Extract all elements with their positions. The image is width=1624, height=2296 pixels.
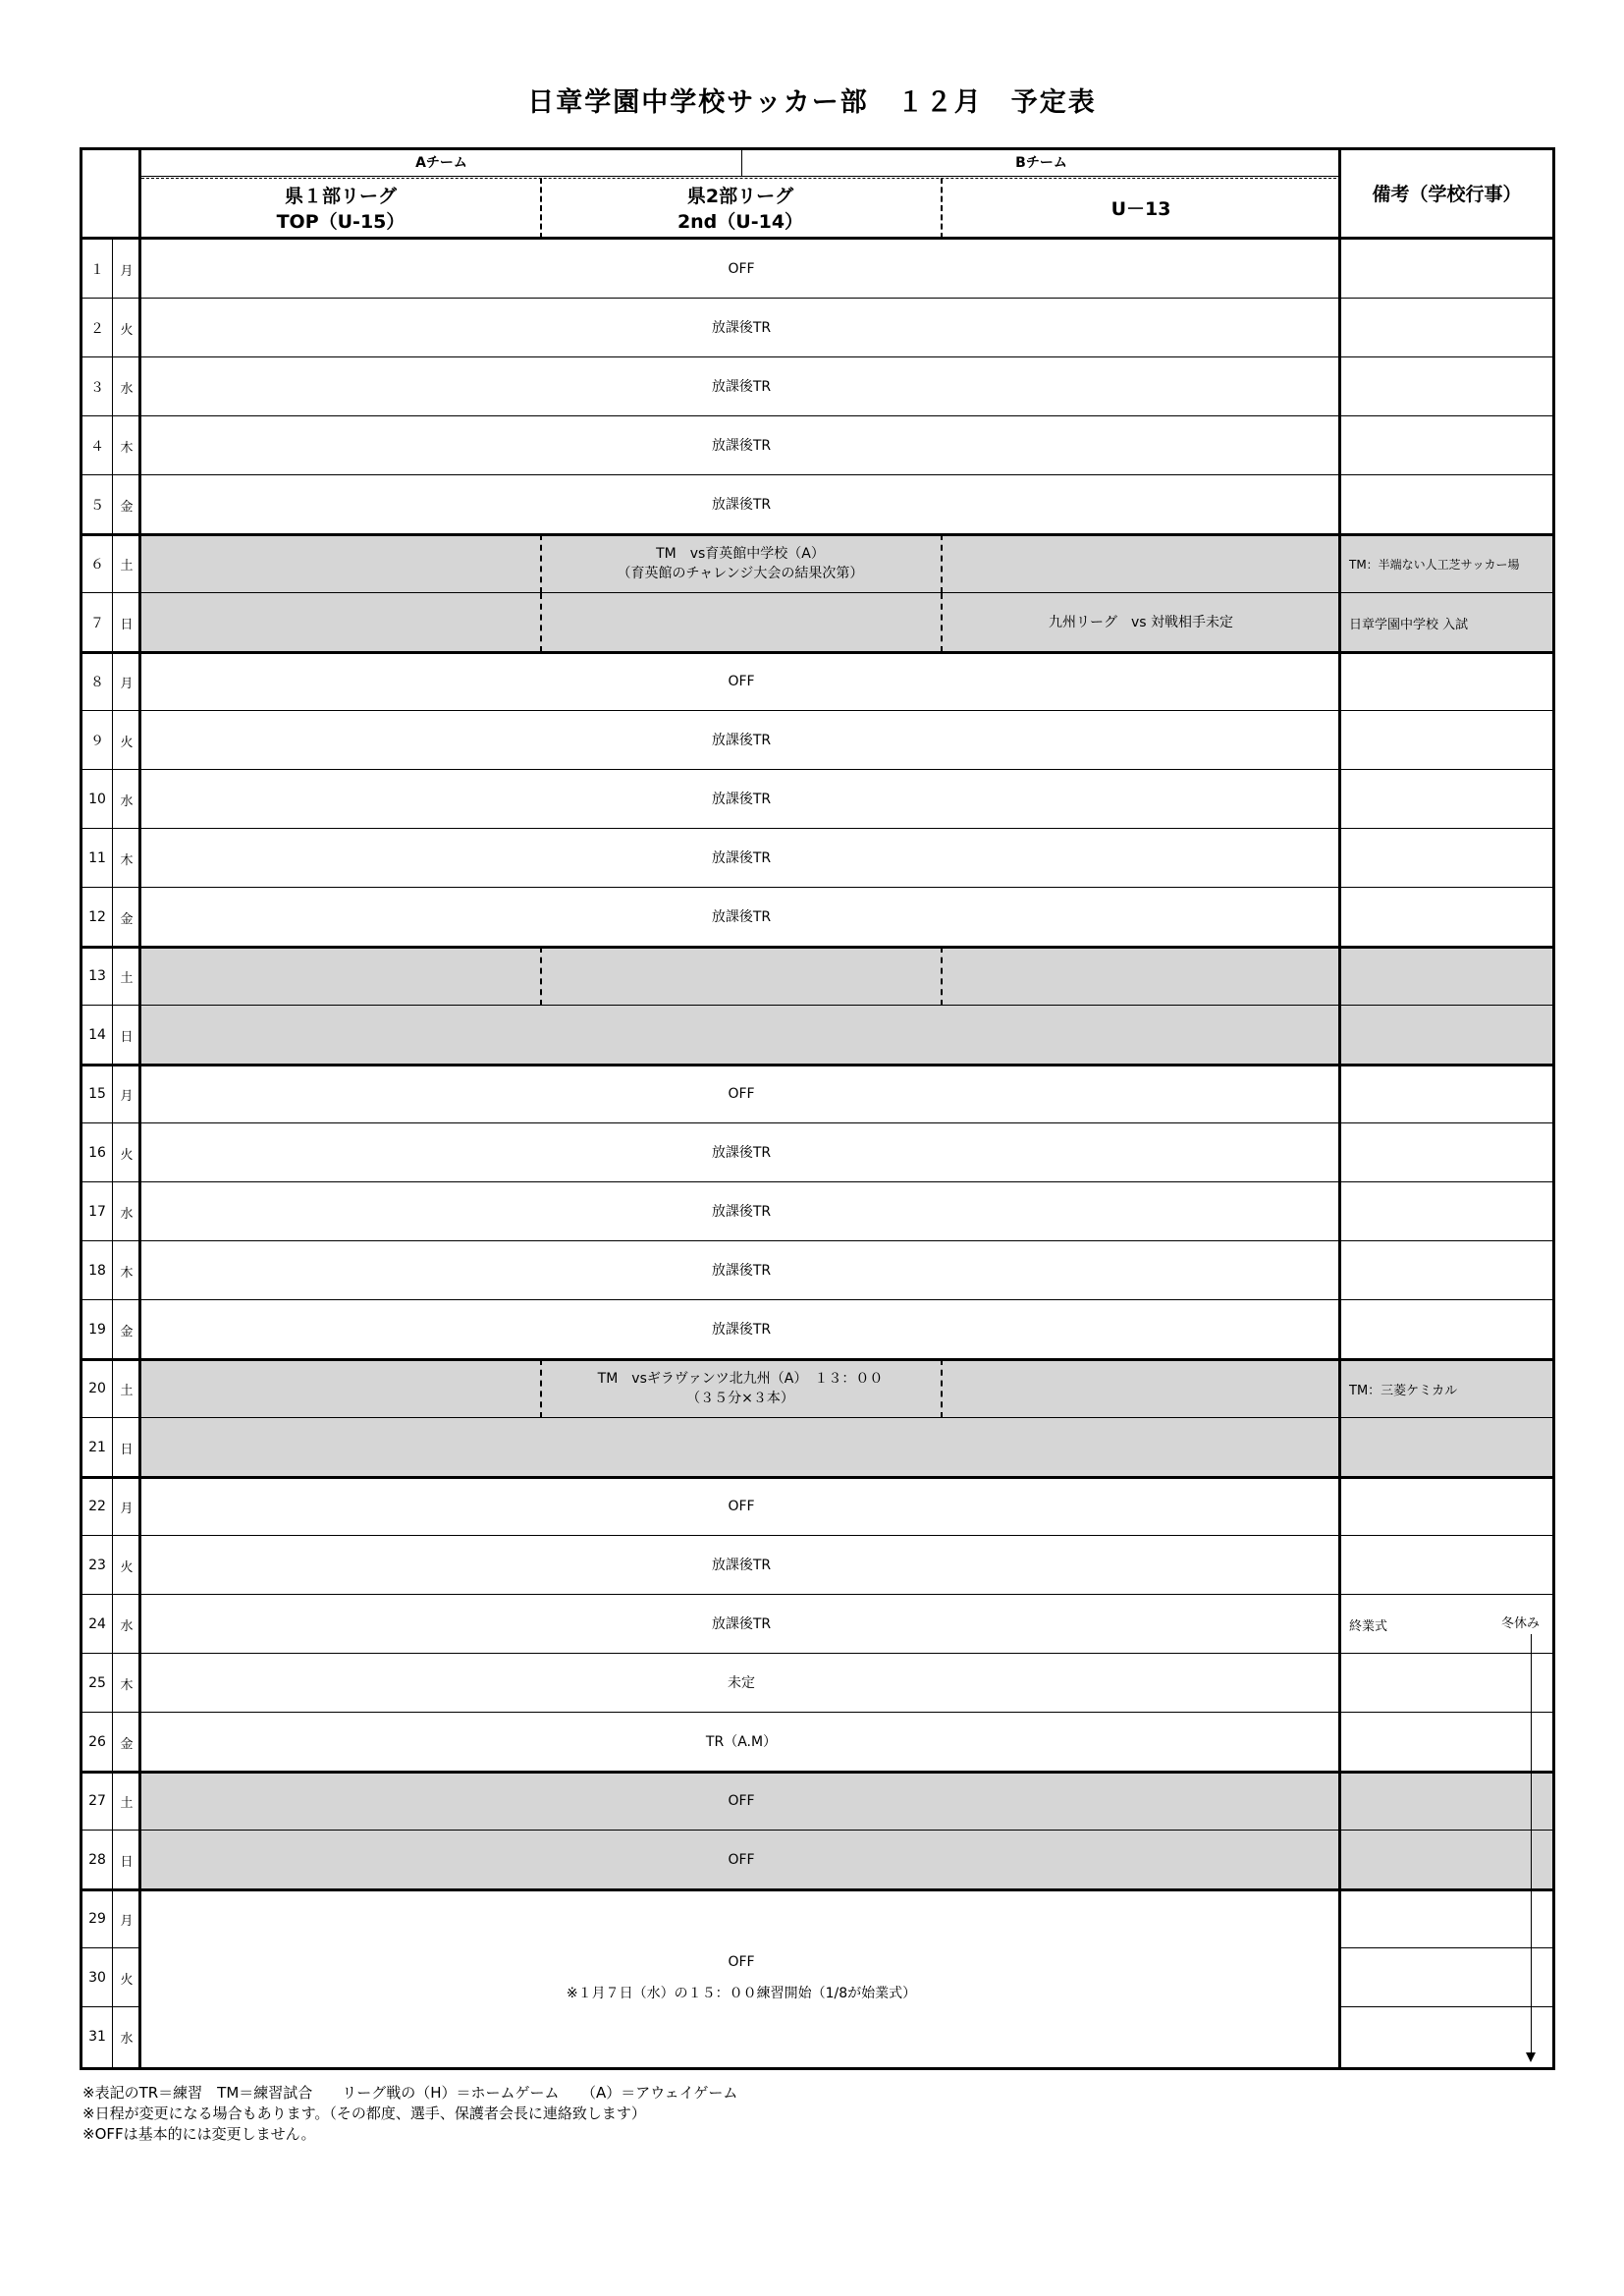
header-remarks: 備考（学校行事） [1372,184,1522,205]
grid-line [941,593,943,652]
day-number: 13 [88,968,106,984]
day-number: 18 [88,1263,106,1279]
weekday: 金 [120,499,134,515]
weekday: 木 [120,852,134,868]
grid-line [82,946,1552,949]
schedule-cell: OFF [728,261,755,277]
header-col-2nd: 県2部リーグ 2nd（U-14） [677,186,804,233]
day-number: 24 [88,1616,106,1632]
winter-break-label: 冬休み [1501,1616,1541,1631]
grid-line [540,593,542,652]
grid-line [82,1771,1552,1774]
schedule-cell: TR（A.M） [705,1734,778,1750]
schedule-cell: OFF [728,674,755,689]
day-number: ９ [90,734,104,749]
day-number: ４ [90,439,104,455]
weekday: 金 [120,1324,134,1339]
schedule-cell: 放課後TR [711,1616,772,1632]
grid-line [1341,2006,1552,2007]
grid-line [540,178,542,239]
grid-line [82,1181,1552,1182]
day-number: ８ [90,675,104,690]
day-number: ７ [90,616,104,631]
weekday: 土 [120,970,134,986]
grid-line [82,533,1552,536]
weekday: 火 [120,1972,134,1988]
weekday: 火 [120,322,134,338]
schedule-cell: 放課後TR [711,1558,772,1573]
grid-line [82,1830,1552,1831]
grid-line [82,769,1552,770]
day-number: 23 [88,1558,106,1573]
weekday: 水 [120,1618,134,1634]
weekday: 金 [120,911,134,927]
team-b-label: Bチーム [1015,155,1067,171]
day-number: ３ [90,380,104,396]
page-title: 日章学園中学校サッカー部 １２月 予定表 [527,87,1097,118]
remarks-cell: TM：半端ない人工芝サッカー場 [1341,534,1552,593]
day-number: 25 [88,1675,106,1691]
schedule-cell: 放課後TR [711,379,772,395]
weekday: 日 [120,1854,134,1870]
day-number: １ [90,262,104,278]
weekday: 金 [120,1736,134,1752]
day-number: ６ [90,557,104,573]
grid-line [141,178,1341,179]
grid-line [82,298,1552,299]
weekday: 月 [120,1913,134,1929]
grid-line [82,1476,1552,1479]
schedule-cell: 放課後TR [711,320,772,336]
grid-line [82,1299,1552,1300]
grid-line [741,150,742,176]
grid-line [82,415,1552,416]
weekday: 月 [120,676,134,691]
grid-line [941,178,943,239]
grid-line [82,1064,1552,1066]
grid-line [82,887,1552,888]
schedule-cell: 放課後TR [711,1204,772,1220]
weekday: 月 [120,1088,134,1104]
grid-line [82,1240,1552,1241]
grid-line [82,1888,1552,1891]
weekday: 月 [120,1501,134,1516]
merged-note: ※１月７日（水）の１５：００練習開始（1/8が始業式） [566,1986,917,2001]
weekday: 水 [120,381,134,397]
grid-lines [82,150,1552,2067]
day-number: 20 [88,1381,106,1396]
weekday: 土 [120,1383,134,1398]
grid-line [82,2006,141,2007]
schedule-cell: 未定 [728,1675,755,1691]
schedule-table [80,147,1555,2070]
weekday: 土 [120,558,134,574]
grid-line [82,828,1552,829]
schedule-cell: OFF [141,1772,1341,1831]
schedule-cell: TM vsギラヴァンツ北九州（A） １３：００ （３５分×３本） [540,1359,941,1418]
schedule-cell: 放課後TR [711,1322,772,1338]
footnotes [82,2083,737,2145]
day-number: 10 [88,792,106,807]
weekday: 木 [120,1265,134,1281]
grid-line [82,1653,1552,1654]
day-number: 22 [88,1499,106,1514]
grid-line [82,1122,1552,1123]
day-number: 26 [88,1734,106,1750]
weekday: 水 [120,2031,134,2047]
grid-line [540,534,542,593]
day-number: 17 [88,1204,106,1220]
grid-line [82,1594,1552,1595]
schedule-cell: 放課後TR [711,1263,772,1279]
grid-line [1338,150,1341,2067]
weekday: 土 [120,1795,134,1811]
weekday: 日 [120,617,134,632]
weekday: 水 [120,1206,134,1222]
weekday: 日 [120,1029,134,1045]
grid-line [82,1417,1552,1418]
schedule-cell: 放課後TR [711,438,772,454]
weekday: 水 [120,793,134,809]
day-number: 14 [88,1027,106,1043]
merged-off-label: OFF [728,1954,755,1970]
day-number: 27 [88,1793,106,1809]
weekday: 月 [120,263,134,279]
day-number: 11 [88,850,106,866]
footnote-line: ※日程が変更になる場合もあります。（その都度、選手、保護者会長に連絡致します） [82,2105,646,2122]
schedule-cell: 放課後TR [711,1145,772,1161]
schedule-cell: 放課後TR [711,850,772,866]
day-number: 16 [88,1145,106,1161]
grid-line [82,592,1552,593]
grid-line [82,1947,141,1948]
grid-line [82,1712,1552,1713]
remarks-cell: TM：三菱ケミカル [1341,1359,1552,1418]
schedule-cell: 放課後TR [711,792,772,807]
weekday: 火 [120,735,134,750]
grid-line [1341,1947,1552,1948]
grid-line [82,474,1552,475]
day-number: 12 [88,909,106,925]
day-number: 30 [88,1970,106,1986]
footnote-line: ※OFFは基本的には変更しません。 [82,2125,316,2143]
day-number: 29 [88,1911,106,1927]
weekday: 木 [120,440,134,456]
grid-line [82,356,1552,357]
schedule-cell: OFF [728,1499,755,1514]
weekday: 火 [120,1147,134,1163]
day-number: 15 [88,1086,106,1102]
schedule-cell: 放課後TR [711,909,772,925]
footnote-line: ※表記のTR＝練習 TM＝練習試合 リーグ戦の（H）＝ホームゲーム （A）＝アウェイゲーム [82,2084,738,2102]
remarks-cell: 終業式 [1349,1618,1388,1634]
grid-line [112,240,113,2067]
schedule-cell: 放課後TR [711,733,772,748]
header-col-u13: U－13 [1110,198,1171,220]
grid-line [82,710,1552,711]
grid-line [540,1359,542,1418]
grid-line [141,176,1341,177]
schedule-cell: TM vs育英館中学校（A） （育英館のチャレンジ大会の結果次第） [540,534,941,593]
schedule-cell: 九州リーグ vs 対戦相手未定 [941,593,1341,652]
grid-line [82,1005,1552,1006]
grid-line [540,947,542,1006]
grid-line [941,947,943,1006]
grid-line [82,1358,1552,1361]
grid-line [941,1359,943,1418]
day-number: 31 [88,2029,106,2045]
remarks-cell: 日章学園中学校 入試 [1341,593,1552,652]
grid-line [82,237,1552,240]
schedule-cell: OFF [728,1086,755,1102]
header-col-top: 県１部リーグ TOP（U-15） [276,186,406,233]
day-number: ５ [90,498,104,514]
day-number: 28 [88,1852,106,1868]
grid-line [82,1535,1552,1536]
weekday: 木 [120,1677,134,1693]
weekday: 火 [120,1559,134,1575]
weekday: 日 [120,1442,134,1457]
team-a-label: Aチーム [415,155,467,171]
grid-line [941,534,943,593]
grid-line [82,651,1552,654]
schedule-cell: OFF [141,1831,1341,1889]
day-number: 19 [88,1322,106,1338]
grid-line [138,150,141,2067]
schedule-cell: 放課後TR [711,497,772,513]
day-number: ２ [90,321,104,337]
day-number: 21 [88,1440,106,1455]
